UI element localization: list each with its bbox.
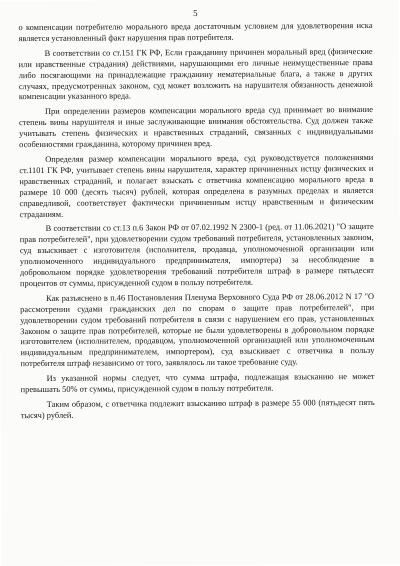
paragraph-6: Как разъяснено в п.46 Постановления Пленума Верховного Суда РФ от 28.06.2012 N 17 "О рассмотрении судами гражданских дел по спорам о защите прав потребителей", при удовлетворении судом требований потребителя в связи с нарушением его прав, установленных Законом о защите прав потребителей, которые не были удовлетворены в добровольном порядке изготовителем (исполнителем, продавцом, уполномоченной организацией или уполномоченным индивидуальным предпринимателем, импортером), суд взыскивает с ответчика в пользу потребителя штраф независимо от того, заявлялось ли такое требование суду. — [20, 291, 375, 369]
paragraph-7: Из указанной нормы следует, что сумма штрафа, подлежащая взысканию не может превышать 50% от суммы, присужденной судом в пользу потребителя. — [20, 372, 375, 395]
page-number: 5 — [193, 8, 198, 19]
paragraph-5: В соответствии со ст.13 п.6 Закон РФ от 07.02.1992 N 2300-1 (ред. от 11.06.2021) "О защите прав потребителей", при удовлетворении судом требований потребителя, установленных законом, суд взыскивает с изготовителя (исполнителя, продавца, уполномоченной организации или уполномоченного индивидуального предпринимателя, импортера) за несоблюдение в добровольном порядке удовлетворения требований потребителя штраф в размере пятьдесят процентов от суммы, присужденной судом в пользу потребителя. — [19, 222, 374, 289]
paragraph-4: Определяя размер компенсации морального вреда, суд руководствуется положениями ст.1101 ГК РФ, учитывает степень вины нарушителя, характер причиненных истцу физических и нравственных страданий, и полагает взыскать с ответчика компенсацию морального вреда в размере 10 000 (десять тысяч) рублей, которая определена в разумных пределах и является справедливой, соответствует фактически причиненным истцу нравственным и физическим страданиям. — [19, 152, 374, 219]
paragraph-2: В соответствии со ст.151 ГК РФ, Если гражданину причинен моральный вред (физические или нравственные страдания) действиями, нарушающими его личные неимущественные права либо посягающими на принадлежащие гражданину нематериальные блага, а также в других случаях, предусмотренных законом, суд может возложить на нарушителя обязанность денежной компенсации указанного вреда. — [18, 46, 373, 102]
paragraph-8: Таким образом, с ответчика подлежит взысканию штраф в размере 55 000 (пятьдесят пять тысяч) рублей. — [20, 397, 375, 421]
paragraph-3: При определении размеров компенсации морального вреда суд принимает во внимание степень вины нарушителя и иные заслуживающие внимания обстоятельства. Суд должен также учитывать степень физических и нравственных страданий, связанных с индивидуальными особенностями гражданина, которому причинен вред. — [18, 105, 374, 150]
paragraph-1: о компенсации потребителю морального вреда достаточным условием для удовлетворения иска является установленный факт нарушения прав потребителя. — [18, 20, 373, 44]
